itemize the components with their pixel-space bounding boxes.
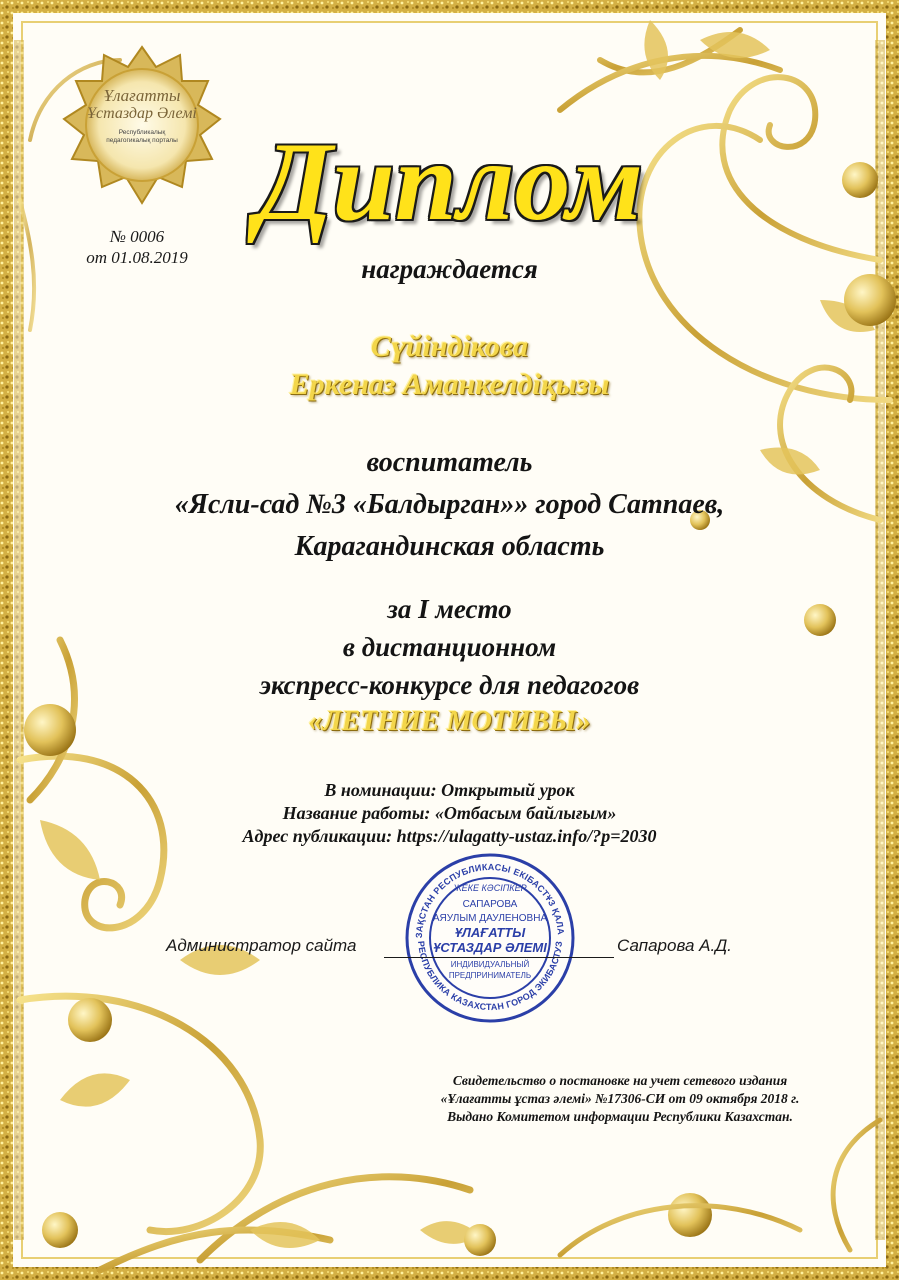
stamp-line2: САПАРОВА: [462, 899, 518, 910]
recipient-position: [0, 442, 899, 568]
nomination: В номинации: Открытый урок: [324, 780, 575, 800]
publication-address: Адрес публикации: https://ulagatty-ustaz.info/?p=2030: [242, 826, 657, 846]
footer-line1: Свидетельство о постановке на учет сетевого издания: [452, 1073, 788, 1088]
logo-subtitle-line2: педагогикалық порталы: [106, 137, 178, 144]
certificate-date-line: от 01.08.2019: [86, 248, 188, 267]
footer-line3: Выдано Комитетом информации Республики Казахстан.: [447, 1109, 793, 1124]
achievement: [0, 590, 899, 740]
certificate-number-line: № 0006: [109, 227, 165, 246]
recipient-given-name: Еркеназ Аманкелдіқызы: [289, 368, 610, 401]
work-title: Название работы: «Отбасым байлығым»: [282, 803, 617, 823]
stamp-line6: ИНДИВИДУАЛЬНЫЙ: [450, 960, 530, 969]
stamp-outer-top: ЗАҚСТАН РЕСПУБЛИКАСЫ ЕКІБАСТҰЗ ҚАЛА: [413, 861, 566, 939]
contest-name: «ЛЕТНИЕ МОТИВЫ»: [308, 706, 591, 737]
footer-line2: «Ұлағатты ұстаз әлемі» №17306-СИ от 09 октября 2018 г.: [440, 1091, 800, 1106]
signature-row: [0, 934, 899, 974]
stamp-line3: АЯУЛЫМ ДАУЛЕНОВНА: [432, 913, 548, 924]
stamp-outer-bottom: РЕСПУБЛИКА КАЗАХСТАН ГОРОД ЭКИБАСТУЗ: [416, 940, 564, 1013]
signature-role-label: Администратор сайта: [166, 936, 357, 955]
achievement-place: за I место: [387, 594, 512, 624]
stamp-line1: ЖЕКЕ КӘСІПКЕР: [453, 883, 527, 893]
signature-line: [384, 957, 614, 958]
position-role: воспитатель: [366, 447, 533, 478]
achievement-line2: в дистанционном: [342, 632, 557, 662]
achievement-line3: экспресс-конкурсе для педагогов: [259, 670, 640, 700]
signer-name: Сапарова А.Д.: [617, 936, 732, 955]
awarded-label: награждается: [361, 254, 538, 284]
recipient-surname: Сүйіндікова: [370, 330, 529, 363]
stamp-line4: ҰЛАҒАТТЫ: [454, 925, 526, 940]
work-details: [0, 779, 899, 848]
registration-footer: [400, 1072, 840, 1126]
logo-title-line2: Ұстаздар Әлемі: [87, 105, 197, 122]
recipient-name: [0, 328, 899, 404]
logo-title-line1: Ұлағатты: [103, 86, 181, 105]
position-organization: «Ясли-сад №3 «Балдырган»» город Сатпаев,: [174, 489, 725, 520]
diploma-title: Диплом: [255, 120, 644, 244]
position-region: Карагандинская область: [294, 531, 605, 562]
stamp-line7: ПРЕДПРИНИМАТЕЛЬ: [448, 971, 532, 980]
stamp-line5: ҰСТАЗДАР ӘЛЕМІ: [433, 940, 547, 955]
logo-subtitle-line1: Республикалық: [118, 129, 166, 136]
